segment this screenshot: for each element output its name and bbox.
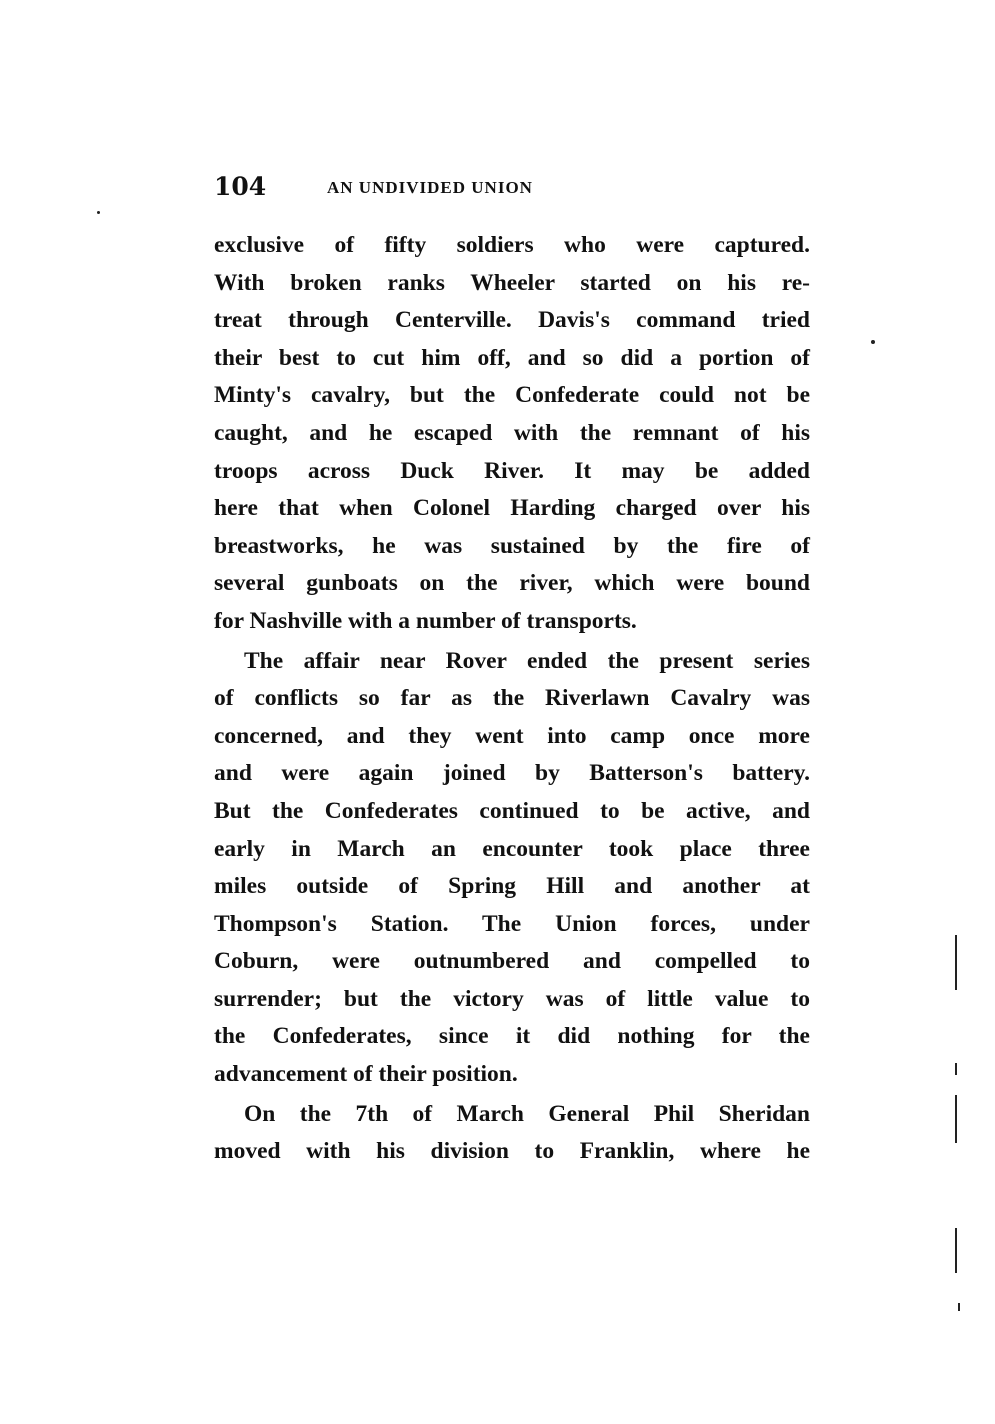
text-line: caught, and he escaped with the remnant of his: [214, 419, 810, 446]
text-line: concerned, and they went into camp once more: [214, 722, 810, 749]
scan-edge-mark: [955, 1095, 957, 1143]
paragraph-2: [214, 643, 810, 1094]
page-number: 104: [214, 172, 267, 201]
text-line: treat through Centerville. Davis's command tried: [214, 307, 810, 334]
text-line: Thompson's Station. The Union forces, under: [214, 910, 810, 937]
text-line: troops across Duck River. It may be added: [214, 457, 810, 484]
text-line: With broken ranks Wheeler started on his re-: [214, 269, 810, 296]
text-line: miles outside of Spring Hill and another at: [214, 873, 810, 900]
text-line: The affair near Rover ended the present series: [244, 647, 810, 674]
text-line: several gunboats on the river, which were bound: [214, 570, 810, 597]
scan-edge-mark: [955, 935, 957, 990]
body-text: [214, 227, 810, 1171]
text-line: surrender; but the victory was of little value to: [214, 985, 810, 1012]
text-line: breastworks, he was sustained by the fire of: [214, 532, 810, 559]
text-line: exclusive of fifty soldiers who were captured.: [214, 232, 810, 258]
scan-speck: [97, 211, 100, 214]
text-line: their best to cut him off, and so did a portion of: [214, 344, 810, 371]
text-line: here that when Colonel Harding charged over his: [214, 495, 810, 522]
text-line: and were again joined by Batterson's battery.: [214, 760, 810, 787]
paragraph-1: [214, 227, 810, 641]
paragraph-3: [214, 1096, 810, 1171]
text-line: the Confederates, since it did nothing for the: [214, 1023, 810, 1050]
scan-edge-mark: [958, 1303, 960, 1311]
text-line: for Nashville with a number of transports.: [214, 607, 637, 634]
text-line: early in March an encounter took place three: [214, 835, 810, 862]
text-line: But the Confederates continued to be active, and: [214, 797, 810, 824]
text-line: Minty's cavalry, but the Confederate could not be: [214, 382, 810, 409]
text-line: advancement of their position.: [214, 1061, 518, 1088]
scan-edge-mark: [955, 1228, 957, 1273]
running-title: AN UNDIVIDED UNION: [327, 178, 533, 197]
text-line: On the 7th of March General Phil Sheridan: [244, 1100, 810, 1127]
page-header: [214, 172, 810, 204]
text-line: of conflicts so far as the Riverlawn Cavalry was: [214, 685, 810, 712]
text-line: moved with his division to Franklin, where he: [214, 1138, 810, 1165]
scan-edge-mark: [955, 1063, 957, 1075]
scan-speck: [871, 340, 875, 344]
text-line: Coburn, were outnumbered and compelled to: [214, 948, 810, 975]
